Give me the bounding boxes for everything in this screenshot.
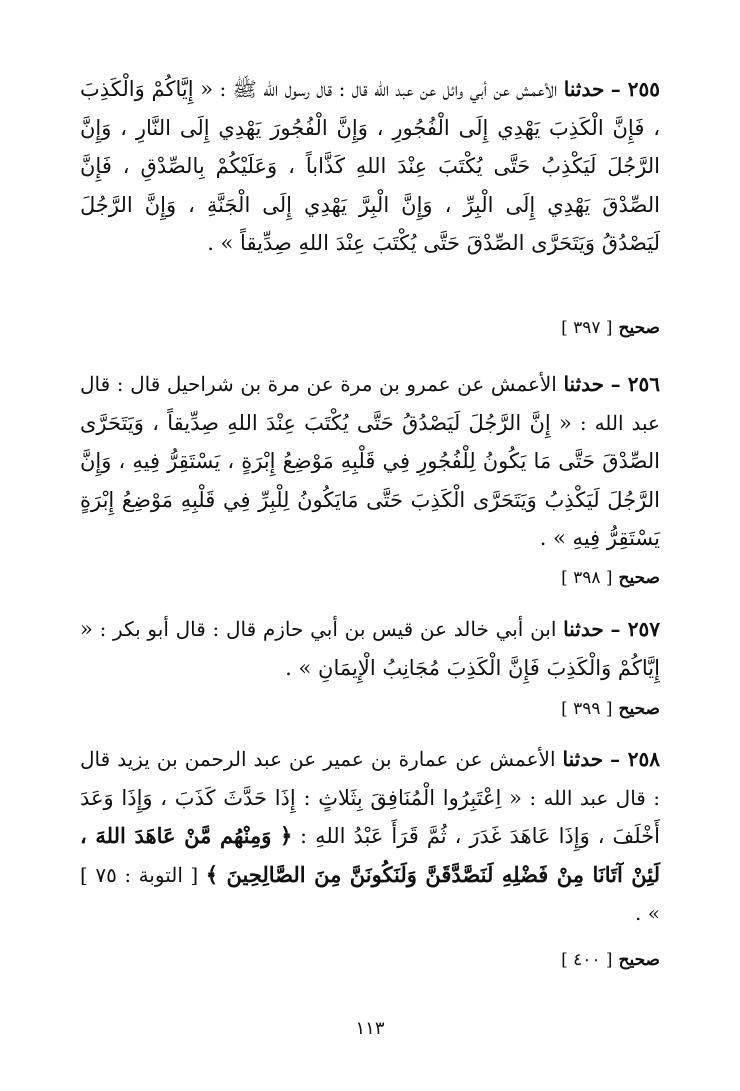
hadith-text bbox=[80, 70, 660, 263]
hadith-258 bbox=[80, 740, 660, 933]
quran-verse: ﴿ وَمِنْهُم مَّنْ عَاهَدَ اللهَ ، لَئِنْ آتَانَا مِنْ فَضْلِهِ لَنَصَّدَّقَنَّ وَلَنَكُونَنَّ مِنَ الصَّالِحِينَ ﴾ bbox=[80, 823, 660, 887]
grade-label: صحيح bbox=[618, 318, 660, 338]
haddathana-keyword: حدثنا bbox=[563, 77, 605, 101]
haddathana-keyword: حدثنا bbox=[562, 747, 604, 771]
hadith-number: ٢٥٨ – bbox=[610, 747, 661, 771]
grade-line bbox=[80, 568, 660, 588]
haddathana-keyword: حدثنا bbox=[563, 617, 604, 641]
reference-number: [ ٤٠٠ ] bbox=[561, 950, 613, 970]
haddathana-keyword: حدثنا bbox=[563, 372, 604, 396]
hadith-text bbox=[80, 740, 660, 933]
hadith-number: ٢٥٥ – bbox=[610, 77, 660, 101]
isnad: الأعمش عن عمارة بن عمير عن عبد الرحمن بن يزيد قال : قال عبد الله : bbox=[80, 747, 660, 810]
quran-reference: [ التوبة : ٧٥ ] » . bbox=[80, 862, 660, 925]
hadith-number: ٢٥٦ – bbox=[610, 372, 660, 396]
grade-line bbox=[80, 950, 660, 970]
grade-label: صحيح bbox=[618, 699, 660, 719]
matn: « اِعْتَبِرُوا الْمُنَافِقَ بِثَلاثٍ : إِذَا حَدَّثَ كَذَبَ ، وَإِذَا وَعَدَ أَخْلَفَ ، وَإِذَا عَاهَدَ غَدَرَ ، ثُمَّ قَرَأَ عَبْدُ اللهِ : bbox=[80, 785, 661, 848]
reference-number: [ ٣٩٨ ] bbox=[561, 568, 613, 588]
page-number: ١١٣ bbox=[355, 1018, 385, 1039]
grade-label: صحيح bbox=[618, 568, 660, 588]
grade-label: صحيح bbox=[618, 950, 660, 970]
matn: « إِيَّاكُمْ وَالْكَذِبَ فَإِنَّ الْكَذِبَ مُجَانِبُ الْإِيمَانِ » . bbox=[80, 617, 660, 680]
grade-line bbox=[80, 318, 660, 338]
hadith-257 bbox=[80, 610, 660, 687]
hadith-256 bbox=[80, 365, 660, 558]
matn: « إِنَّ الرَّجُلَ لَيَصْدُقُ حَتَّى يُكْتَبَ عِنْدَ اللهِ صِدِّيقاً ، وَيَتَحَرَّى الصِّدْقَ حَتَّى مَا يَكُونُ لِلْفُجُورِ فِي قَلْبِهِ مَوْضِعُ إِبْرَةٍ ، يَسْتَقِرُّ فِيهِ ، وَإِنَّ الرَّجُلَ لَيَكْذِبُ وَيَتَحَرَّى الْكَذِبَ حَتَّى مَايَكُونُ لِلْبِرِّ فِي قَلْبِهِ مَوْضِعُ إِبْرَةٍ يَسْتَقِرُّ فِيهِ » . bbox=[80, 410, 660, 550]
hadith-text bbox=[80, 365, 660, 558]
matn: « إِيَّاكُمْ وَالْكَذِبَ ، فَإِنَّ الْكَذِبَ يَهْدِي إِلَى الْفُجُورِ ، وَإِنَّ الْفُجُورَ يَهْدِي إِلَى النَّارِ ، وَإِنَّ الرَّجُلَ لَيَكْذِبُ حَتَّى يُكْتَبَ عِنْدَ اللهِ كَذَّاباً ، وَعَلَيْكُمْ بِالصِّدْقِ ، فَإِنَّ الصِّدْقَ يَهْدِي إِلَى الْبِرِّ ، وَإِنَّ الْبِرَّ يَهْدِي إِلَى الْجَنَّةِ ، وَإِنَّ الرَّجُلَ لَيَصْدُقُ وَيَتَحَرَّى الصِّدْقَ حَتَّى يُكْتَبَ عِنْدَ اللهِ صِدِّيقاً » . bbox=[80, 77, 660, 255]
isnad: الأعمش عن أبي وائل عن عبد الله قال : قال رسول الله ﷺ : bbox=[219, 77, 558, 101]
hadith-number: ٢٥٧ – bbox=[610, 617, 661, 641]
isnad: الأعمش عن عمرو بن مرة عن مرة بن شراحيل قال : قال عبد الله : bbox=[80, 372, 660, 435]
isnad: ابن أبي خالد عن قيس بن أبي حازم قال : قال أبو بكر : bbox=[99, 617, 557, 641]
reference-number: [ ٣٩٧ ] bbox=[561, 318, 613, 338]
hadith-text bbox=[80, 610, 660, 687]
reference-number: [ ٣٩٩ ] bbox=[561, 699, 613, 719]
hadith-255 bbox=[80, 70, 660, 263]
grade-line bbox=[80, 699, 660, 719]
